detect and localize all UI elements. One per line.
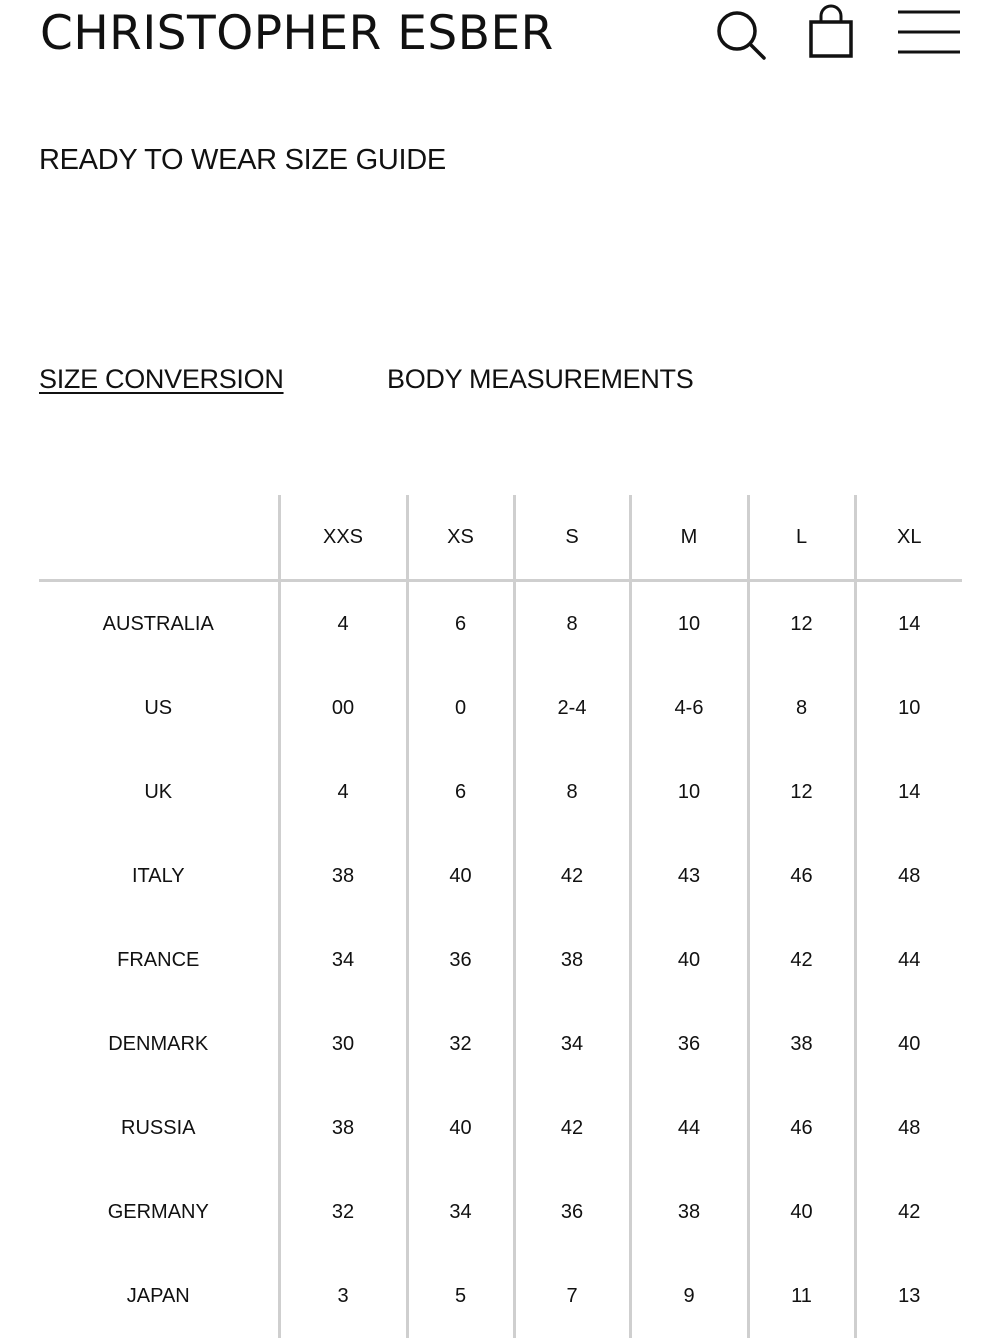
- search-icon[interactable]: [712, 6, 772, 60]
- table-cell: 34: [407, 1170, 514, 1254]
- table-cell: 00: [279, 666, 407, 750]
- table-cell: 11: [748, 1254, 855, 1338]
- table-cell: 40: [748, 1170, 855, 1254]
- table-row: [39, 1254, 962, 1338]
- row-label: GERMANY: [107, 1200, 209, 1223]
- size-conversion-table: [39, 495, 962, 1338]
- table-cell: 6: [407, 750, 514, 834]
- column-header: XXS: [279, 495, 407, 581]
- table-cell: 8: [514, 750, 630, 834]
- table-cell: 3: [279, 1254, 407, 1338]
- column-header: M: [630, 495, 748, 581]
- table-cell: 40: [630, 918, 748, 1002]
- table-cell: 4: [279, 750, 407, 834]
- tab-size-conversion[interactable]: SIZE CONVERSION: [39, 364, 284, 394]
- table-row: [39, 1002, 962, 1086]
- table-cell: 30: [279, 1002, 407, 1086]
- table-row: [39, 1170, 962, 1254]
- table-row: [39, 666, 962, 750]
- table-cell: 12: [748, 581, 855, 667]
- table-cell: 36: [407, 918, 514, 1002]
- table-cell: 44: [630, 1086, 748, 1170]
- table-cell: 2-4: [514, 666, 630, 750]
- table-cell: 14: [855, 581, 962, 667]
- shopping-bag-icon[interactable]: [804, 4, 858, 60]
- table-cell: 0: [407, 666, 514, 750]
- table-cell: 44: [855, 918, 962, 1002]
- table-cell: 48: [855, 1086, 962, 1170]
- table-cell: 8: [748, 666, 855, 750]
- table-cell: 43: [630, 834, 748, 918]
- table-header-row: [39, 495, 962, 581]
- site-header: [0, 0, 1000, 80]
- table-cell: 32: [407, 1002, 514, 1086]
- table-cell: 9: [630, 1254, 748, 1338]
- table-row: [39, 750, 962, 834]
- table-cell: 10: [855, 666, 962, 750]
- table-cell: 13: [855, 1254, 962, 1338]
- column-header: XS: [407, 495, 514, 581]
- tab-body-measurements[interactable]: BODY MEASUREMENTS: [387, 364, 694, 394]
- table-cell: 34: [279, 918, 407, 1002]
- table-row: [39, 834, 962, 918]
- table-cell: 8: [514, 581, 630, 667]
- table-cell: 34: [514, 1002, 630, 1086]
- row-label: US: [144, 696, 173, 719]
- table-cell: 40: [407, 1086, 514, 1170]
- table-cell: 4: [279, 581, 407, 667]
- table-cell: 46: [748, 834, 855, 918]
- table-cell: 36: [514, 1170, 630, 1254]
- table-cell: 40: [855, 1002, 962, 1086]
- table-cell: 7: [514, 1254, 630, 1338]
- table-cell: 42: [855, 1170, 962, 1254]
- table-cell: 42: [748, 918, 855, 1002]
- table-cell: 12: [748, 750, 855, 834]
- table-cell: 42: [514, 1086, 630, 1170]
- table-cell: 48: [855, 834, 962, 918]
- table-cell: 38: [279, 834, 407, 918]
- column-header: S: [514, 495, 630, 581]
- brand-logo[interactable]: CHRISTOPHER ESBER: [40, 6, 554, 61]
- table-row: [39, 918, 962, 1002]
- table-cell: 4-6: [630, 666, 748, 750]
- row-label: UK: [144, 780, 173, 803]
- row-label: DENMARK: [108, 1032, 209, 1055]
- table-cell: 40: [407, 834, 514, 918]
- table-row: [39, 1086, 962, 1170]
- row-label: AUSTRALIA: [102, 612, 214, 635]
- table-cell: 38: [514, 918, 630, 1002]
- table-cell: 38: [748, 1002, 855, 1086]
- menu-icon[interactable]: [894, 6, 964, 58]
- table-cell: 10: [630, 750, 748, 834]
- table-cell: 32: [279, 1170, 407, 1254]
- table-cell: 14: [855, 750, 962, 834]
- column-header: XL: [855, 495, 962, 581]
- row-label: FRANCE: [117, 948, 200, 971]
- table-cell: 46: [748, 1086, 855, 1170]
- table-cell: 10: [630, 581, 748, 667]
- table-cell: 6: [407, 581, 514, 667]
- row-label: RUSSIA: [121, 1116, 196, 1139]
- table-cell: 42: [514, 834, 630, 918]
- row-label: ITALY: [131, 864, 185, 887]
- row-label: JAPAN: [126, 1284, 190, 1307]
- table-cell: 36: [630, 1002, 748, 1086]
- table-corner-cell: [39, 495, 279, 581]
- table-cell: 38: [279, 1086, 407, 1170]
- table-row: [39, 581, 962, 667]
- column-header: L: [748, 495, 855, 581]
- page-title: READY TO WEAR SIZE GUIDE: [39, 144, 446, 176]
- table-cell: 38: [630, 1170, 748, 1254]
- table-cell: 5: [407, 1254, 514, 1338]
